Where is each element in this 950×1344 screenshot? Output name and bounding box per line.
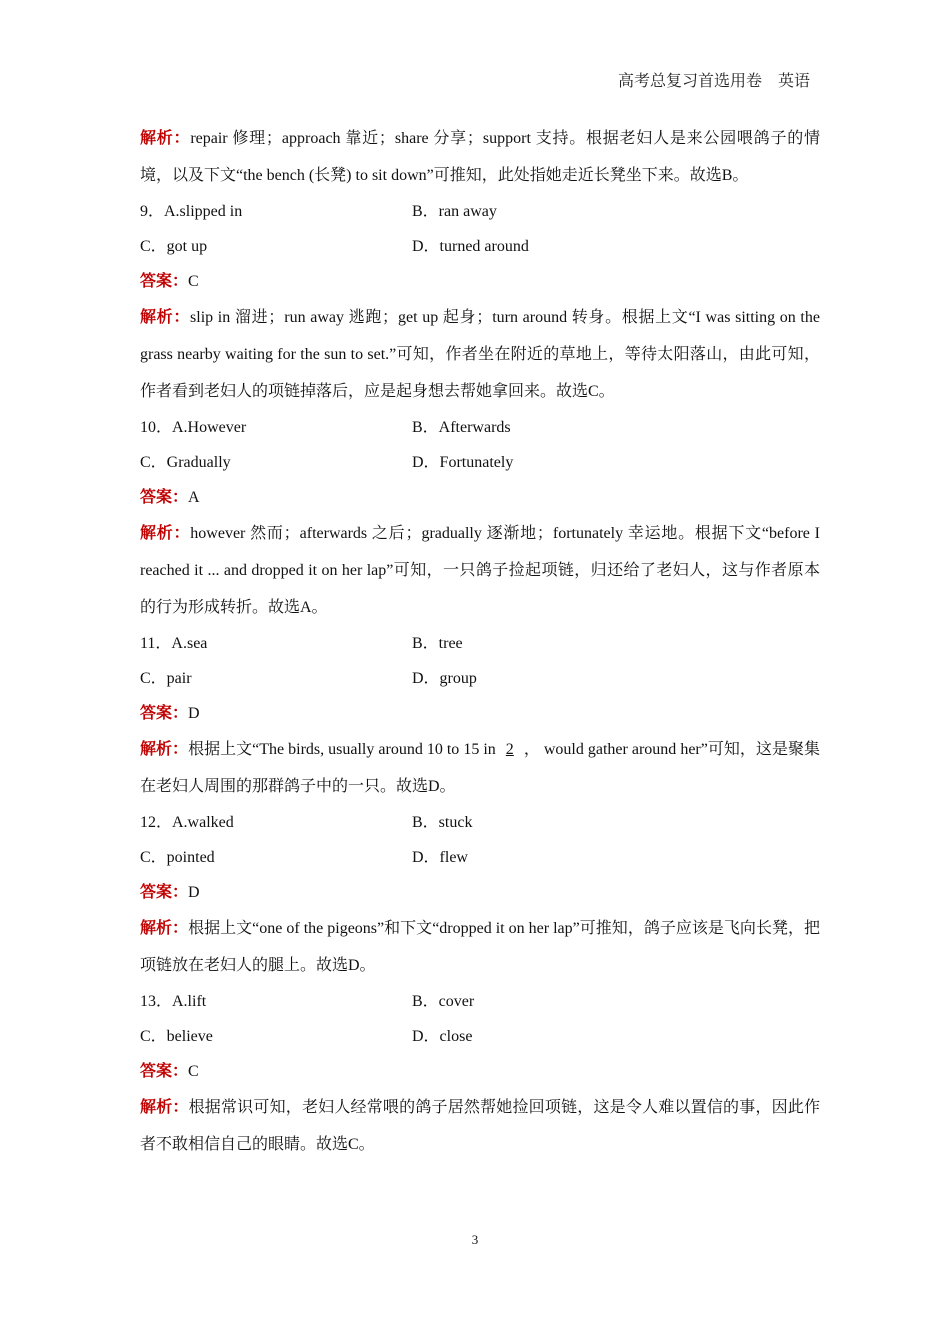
answer-value: C [188,1063,199,1080]
explain-label: 解析： [140,1099,189,1116]
option-a: 12．A.walked [140,814,234,831]
answer-value: D [188,884,200,901]
explanation [140,299,820,410]
option-d: D．Fortunately [412,454,514,471]
answer-line [140,696,820,731]
option-b: B．stuck [412,814,473,831]
option-d: D．close [412,1028,473,1045]
explain-text: slip in 溜进；run away 逃跑；get up 起身；turn around 转身。根据上文“I was sitting on the grass nearby waiting for the sun to set.”可知，作者坐在附近的草地上，等待太阳落山，由此可知，作者看到老妇人的项链掉落后，应是起身想去帮她拿回来。故选C。 [140,309,820,400]
option-b: B．Afterwards [412,419,511,436]
options-row [140,984,820,1019]
q8-explanation [140,120,820,194]
option-b: B．ran away [412,203,497,220]
explanation [140,731,820,805]
explain-text: 根据上文“one of the pigeons”和下文“dropped it on her lap”可推知，鸽子应该是飞向长凳，把项链放在老妇人的腿上。故选D。 [140,920,820,974]
page-content [140,120,820,1163]
options-row [140,1019,820,1054]
answer-line [140,480,820,515]
answer-line [140,875,820,910]
option-c: C．pointed [140,849,215,866]
explain-label: 解析： [140,309,191,326]
option-c: C．got up [140,238,208,255]
explain-text: repair 修理；approach 靠近；share 分享；support 支持。根据老妇人是来公园喂鸽子的情境，以及下文“the bench (长凳) to sit down”可推知，此处指她走近长凳坐下来。故选B。 [140,130,820,184]
explain-text-post: ， would gather around her”可知，这是聚集在老妇人周围的那群鸽子中的一只。故选D。 [140,741,820,795]
option-c: C．Gradually [140,454,231,471]
option-a: 11．A.sea [140,635,208,652]
option-d: D．turned around [412,238,529,255]
explain-label: 解析： [140,920,189,937]
page-number: 3 [471,1232,479,1247]
explain-label: 解析： [140,525,191,542]
explain-label: 解析： [140,130,191,147]
blank-number: 2 [505,741,514,758]
question-11 [140,626,820,805]
answer-value: C [188,273,199,290]
question-13 [140,984,820,1163]
option-b: B．cover [412,993,475,1010]
explain-label: 解析： [140,741,189,758]
explain-text: 根据常识可知，老妇人经常喂的鸽子居然帮她捡回项链，这是令人难以置信的事，因此作者不敢相信自己的眼睛。故选C。 [140,1099,820,1153]
explain-text-pre: 根据上文“The birds, usually around 10 to 15 in [188,741,496,758]
options-row [140,445,820,480]
page-header: 高考总复习首选用卷 英语 [617,73,810,90]
explanation [140,515,820,626]
options-row [140,229,820,264]
option-c: C．pair [140,670,192,687]
answer-label: 答案： [140,884,189,901]
options-row [140,805,820,840]
option-d: D．flew [412,849,468,866]
answer-label: 答案： [140,705,189,722]
question-10 [140,410,820,626]
option-b: B．tree [412,635,463,652]
answer-label: 答案： [140,1063,189,1080]
option-a: 9．A.slipped in [140,203,243,220]
options-row [140,661,820,696]
explain-text: however 然而；afterwards 之后；gradually 逐渐地；fortunately 幸运地。根据下文“before I reached it ... and dropped it on her lap”可知，一只鸽子捡起项链，归还给了老妇人，这与作者原本的行为形成转折。故选A。 [140,525,820,616]
answer-label: 答案： [140,489,189,506]
option-c: C．believe [140,1028,213,1045]
option-d: D．group [412,670,477,687]
option-a: 13．A.lift [140,993,207,1010]
options-row [140,626,820,661]
answer-value: A [188,489,200,506]
answer-label: 答案： [140,273,189,290]
option-a: 10．A.However [140,419,247,436]
question-12 [140,805,820,984]
options-row [140,840,820,875]
options-row [140,194,820,229]
explanation [140,910,820,984]
options-row [140,410,820,445]
answer-line [140,1054,820,1089]
explanation [140,1089,820,1163]
answer-value: D [188,705,200,722]
answer-line [140,264,820,299]
question-9 [140,194,820,410]
